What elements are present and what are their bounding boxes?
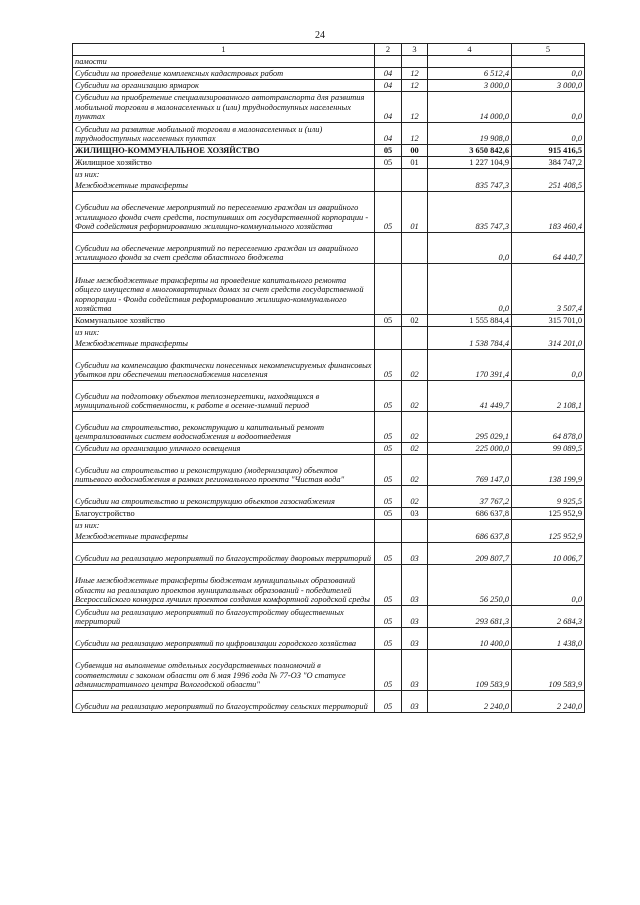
table-row xyxy=(73,520,585,532)
row-amount-2-cell: 64 878,0 xyxy=(512,412,585,443)
table-row xyxy=(73,650,585,691)
row-section-code-cell: 05 xyxy=(375,565,402,606)
row-amount-cell: 37 767,2 xyxy=(428,486,512,508)
row-amount-2-cell: 64 440,7 xyxy=(512,233,585,264)
table-row xyxy=(73,350,585,381)
table-row xyxy=(73,180,585,192)
table-row xyxy=(73,381,585,412)
row-subsection-code-cell: 03 xyxy=(402,691,428,713)
row-section-code-cell: 04 xyxy=(375,123,402,145)
row-section-code-cell: 05 xyxy=(375,628,402,650)
row-section-code-cell: 04 xyxy=(375,80,402,92)
header-cell-5: 5 xyxy=(512,44,585,56)
row-subsection-code-cell: 02 xyxy=(402,412,428,443)
row-amount-cell: 6 512,4 xyxy=(428,68,512,80)
row-amount-2-cell: 2 684,3 xyxy=(512,606,585,628)
row-section-code-cell: 05 xyxy=(375,455,402,486)
row-name-cell: Субсидии на организацию ярмарок xyxy=(73,80,375,92)
row-amount-2-cell: 1 438,0 xyxy=(512,628,585,650)
row-subsection-code-cell: 02 xyxy=(402,315,428,327)
row-subsection-code-cell: 02 xyxy=(402,486,428,508)
row-section-code-cell: 05 xyxy=(375,192,402,233)
row-section-code-cell: 05 xyxy=(375,412,402,443)
row-amount-2-cell: 0,0 xyxy=(512,350,585,381)
row-subsection-code-cell: 12 xyxy=(402,68,428,80)
row-name-cell: Субсидии на строительство и реконструкцию (модернизацию) объектов питьевого водоснабжения в рамках регионального проекта "Чистая вода" xyxy=(73,455,375,486)
row-amount-cell: 109 583,9 xyxy=(428,650,512,691)
row-section-code-cell xyxy=(375,56,402,68)
row-section-code-cell xyxy=(375,233,402,264)
row-amount-2-cell: 384 747,2 xyxy=(512,157,585,169)
table-row xyxy=(73,508,585,520)
row-subsection-code-cell xyxy=(402,338,428,350)
row-amount-2-cell xyxy=(512,169,585,181)
row-name-cell: Субсидии на реализацию мероприятий по благоустройству дворовых территорий xyxy=(73,543,375,565)
row-subsection-code-cell: 02 xyxy=(402,381,428,412)
table-row xyxy=(73,486,585,508)
row-amount-cell xyxy=(428,327,512,339)
row-section-code-cell xyxy=(375,338,402,350)
row-subsection-code-cell xyxy=(402,264,428,315)
table-row xyxy=(73,606,585,628)
row-section-code-cell: 05 xyxy=(375,145,402,157)
row-subsection-code-cell xyxy=(402,520,428,532)
table-row xyxy=(73,169,585,181)
row-amount-cell: 835 747,3 xyxy=(428,180,512,192)
row-subsection-code-cell: 02 xyxy=(402,455,428,486)
row-amount-cell: 686 637,8 xyxy=(428,531,512,543)
row-section-code-cell: 04 xyxy=(375,92,402,123)
row-amount-cell: 170 391,4 xyxy=(428,350,512,381)
row-amount-cell: 3 650 842,6 xyxy=(428,145,512,157)
row-amount-2-cell: 138 199,9 xyxy=(512,455,585,486)
header-cell-1: 1 xyxy=(73,44,375,56)
row-name-cell: Субсидии на развитие мобильной торговли в малонаселенных и (или) труднодоступных населенных пунктах xyxy=(73,123,375,145)
table-row xyxy=(73,80,585,92)
row-subsection-code-cell: 03 xyxy=(402,650,428,691)
row-name-cell: Межбюджетные трансферты xyxy=(73,338,375,350)
row-section-code-cell xyxy=(375,264,402,315)
header-cell-4: 4 xyxy=(428,44,512,56)
row-name-cell: Жилищное хозяйство xyxy=(73,157,375,169)
row-amount-2-cell: 109 583,9 xyxy=(512,650,585,691)
row-subsection-code-cell xyxy=(402,531,428,543)
row-amount-cell: 1 555 884,4 xyxy=(428,315,512,327)
row-amount-2-cell: 3 507,4 xyxy=(512,264,585,315)
row-name-cell: Субсидии на организацию уличного освещения xyxy=(73,443,375,455)
row-amount-2-cell xyxy=(512,520,585,532)
header-cell-2: 2 xyxy=(375,44,402,56)
row-amount-2-cell: 315 701,0 xyxy=(512,315,585,327)
row-section-code-cell: 05 xyxy=(375,543,402,565)
table-row xyxy=(73,327,585,339)
row-section-code-cell xyxy=(375,327,402,339)
row-name-cell: Субсидии на реализацию мероприятий по благоустройству сельских территорий xyxy=(73,691,375,713)
row-name-cell: Субсидии на компенсацию фактически понесенных некомпенсируемых финансовых убытков при обеспечении теплоснабжения населения xyxy=(73,350,375,381)
row-amount-cell xyxy=(428,56,512,68)
row-amount-cell: 769 147,0 xyxy=(428,455,512,486)
row-section-code-cell xyxy=(375,169,402,181)
row-subsection-code-cell: 03 xyxy=(402,628,428,650)
row-amount-cell: 3 000,0 xyxy=(428,80,512,92)
row-amount-cell: 1 538 784,4 xyxy=(428,338,512,350)
table-row xyxy=(73,628,585,650)
row-name-cell: Межбюджетные трансферты xyxy=(73,531,375,543)
row-amount-cell: 1 227 104,9 xyxy=(428,157,512,169)
row-amount-2-cell xyxy=(512,327,585,339)
row-name-cell: Субсидии на строительство, реконструкцию и капитальный ремонт централизованных систем водоснабжения и водоотведения xyxy=(73,412,375,443)
row-amount-cell: 293 681,3 xyxy=(428,606,512,628)
row-section-code-cell: 05 xyxy=(375,443,402,455)
row-subsection-code-cell xyxy=(402,180,428,192)
row-name-cell: Межбюджетные трансферты xyxy=(73,180,375,192)
row-amount-2-cell: 9 925,5 xyxy=(512,486,585,508)
row-name-cell: ЖИЛИЩНО-КОММУНАЛЬНОЕ ХОЗЯЙСТВО xyxy=(73,145,375,157)
row-subsection-code-cell: 03 xyxy=(402,508,428,520)
table-row xyxy=(73,264,585,315)
table-row xyxy=(73,157,585,169)
table-row xyxy=(73,443,585,455)
table-row xyxy=(73,123,585,145)
row-amount-cell: 2 240,0 xyxy=(428,691,512,713)
row-amount-cell xyxy=(428,169,512,181)
row-amount-2-cell xyxy=(512,56,585,68)
row-amount-2-cell: 0,0 xyxy=(512,565,585,606)
row-subsection-code-cell xyxy=(402,233,428,264)
table-row xyxy=(73,315,585,327)
row-section-code-cell xyxy=(375,180,402,192)
table-row xyxy=(73,543,585,565)
row-amount-2-cell: 2 240,0 xyxy=(512,691,585,713)
table-row xyxy=(73,691,585,713)
row-amount-cell: 14 000,0 xyxy=(428,92,512,123)
row-subsection-code-cell: 00 xyxy=(402,145,428,157)
row-amount-2-cell: 125 952,9 xyxy=(512,508,585,520)
row-name-cell: Коммунальное хозяйство xyxy=(73,315,375,327)
row-name-cell: Иные межбюджетные трансферты бюджетам муниципальных образований области на реализацию проектов муниципальных образований - победителей Всероссийского конкурса лучших проектов создания комфортной городской среды xyxy=(73,565,375,606)
row-amount-cell: 225 000,0 xyxy=(428,443,512,455)
row-subsection-code-cell: 03 xyxy=(402,565,428,606)
table-header-row xyxy=(73,44,585,56)
row-amount-cell: 209 807,7 xyxy=(428,543,512,565)
row-amount-cell: 686 637,8 xyxy=(428,508,512,520)
row-amount-2-cell: 125 952,9 xyxy=(512,531,585,543)
table-row xyxy=(73,233,585,264)
table-row xyxy=(73,192,585,233)
row-amount-2-cell: 314 201,0 xyxy=(512,338,585,350)
row-amount-cell: 295 029,1 xyxy=(428,412,512,443)
row-name-cell: из них: xyxy=(73,169,375,181)
row-subsection-code-cell: 01 xyxy=(402,157,428,169)
row-name-cell: памости xyxy=(73,56,375,68)
row-name-cell: из них: xyxy=(73,327,375,339)
row-amount-2-cell: 0,0 xyxy=(512,68,585,80)
row-amount-cell: 10 400,0 xyxy=(428,628,512,650)
row-subsection-code-cell xyxy=(402,169,428,181)
row-subsection-code-cell: 03 xyxy=(402,606,428,628)
row-amount-2-cell: 2 108,1 xyxy=(512,381,585,412)
row-subsection-code-cell xyxy=(402,327,428,339)
row-name-cell: Иные межбюджетные трансферты на проведение капитального ремонта общего имущества в многоквартирных домах за счет средств государственной корпорации - Фонда содействия реформированию жилищно-коммунального хозяйства xyxy=(73,264,375,315)
row-name-cell: Субвенция на выполнение отдельных государственных полномочий в соответствии с законом области от 6 мая 1996 года № 77-ОЗ "О статусе административного центра Вологодской области" xyxy=(73,650,375,691)
table-row xyxy=(73,145,585,157)
row-section-code-cell: 05 xyxy=(375,691,402,713)
row-name-cell: Благоустройство xyxy=(73,508,375,520)
row-amount-2-cell: 10 006,7 xyxy=(512,543,585,565)
row-name-cell: из них: xyxy=(73,520,375,532)
row-section-code-cell: 05 xyxy=(375,381,402,412)
row-name-cell: Субсидии на реализацию мероприятий по цифровизации городского хозяйства xyxy=(73,628,375,650)
row-section-code-cell: 05 xyxy=(375,650,402,691)
row-amount-cell xyxy=(428,520,512,532)
row-section-code-cell: 05 xyxy=(375,315,402,327)
row-amount-2-cell: 251 408,5 xyxy=(512,180,585,192)
row-amount-2-cell: 0,0 xyxy=(512,123,585,145)
row-subsection-code-cell: 01 xyxy=(402,192,428,233)
table-row xyxy=(73,68,585,80)
row-name-cell: Субсидии на реализацию мероприятий по благоустройству общественных территорий xyxy=(73,606,375,628)
row-amount-cell: 19 908,0 xyxy=(428,123,512,145)
row-name-cell: Субсидии на обеспечение мероприятий по переселению граждан из аварийного жилищного фонда счет средств, поступивших от государственной корпорации - Фонд содействия реформированию жилищно-коммунального хозяйства xyxy=(73,192,375,233)
row-subsection-code-cell: 03 xyxy=(402,543,428,565)
row-subsection-code-cell: 12 xyxy=(402,123,428,145)
row-amount-cell: 835 747,3 xyxy=(428,192,512,233)
header-cell-3: 3 xyxy=(402,44,428,56)
row-subsection-code-cell: 12 xyxy=(402,80,428,92)
row-name-cell: Субсидии на приобретение специализированного автотранспорта для развития мобильной торговли в малонаселенных и (или) труднодоступных населенных пунктах xyxy=(73,92,375,123)
table-row xyxy=(73,412,585,443)
row-name-cell: Субсидии на обеспечение мероприятий по переселению граждан из аварийного жилищного фонда за счет средств областного бюджета xyxy=(73,233,375,264)
row-section-code-cell: 05 xyxy=(375,157,402,169)
table-row xyxy=(73,92,585,123)
row-subsection-code-cell: 12 xyxy=(402,92,428,123)
table-row xyxy=(73,531,585,543)
row-amount-cell: 56 250,0 xyxy=(428,565,512,606)
row-section-code-cell: 05 xyxy=(375,508,402,520)
row-subsection-code-cell xyxy=(402,56,428,68)
row-name-cell: Субсидии на подготовку объектов теплоэнергетики, находящихся в муниципальной собственности, к работе в осенне-зимний период xyxy=(73,381,375,412)
budget-table xyxy=(72,43,585,713)
row-subsection-code-cell: 02 xyxy=(402,443,428,455)
row-amount-2-cell: 0,0 xyxy=(512,92,585,123)
row-amount-cell: 0,0 xyxy=(428,233,512,264)
row-amount-cell: 41 449,7 xyxy=(428,381,512,412)
row-section-code-cell: 05 xyxy=(375,606,402,628)
row-section-code-cell: 04 xyxy=(375,68,402,80)
row-name-cell: Субсидии на строительство и реконструкцию объектов газоснабжения xyxy=(73,486,375,508)
row-amount-2-cell: 183 460,4 xyxy=(512,192,585,233)
row-name-cell: Субсидии на проведение комплексных кадастровых работ xyxy=(73,68,375,80)
row-subsection-code-cell: 02 xyxy=(402,350,428,381)
row-section-code-cell: 05 xyxy=(375,486,402,508)
table-row xyxy=(73,338,585,350)
page-number: 24 xyxy=(315,30,325,41)
table-row xyxy=(73,565,585,606)
table-row xyxy=(73,455,585,486)
row-amount-2-cell: 3 000,0 xyxy=(512,80,585,92)
table-row xyxy=(73,56,585,68)
row-section-code-cell xyxy=(375,520,402,532)
row-amount-2-cell: 99 089,5 xyxy=(512,443,585,455)
row-amount-cell: 0,0 xyxy=(428,264,512,315)
row-amount-2-cell: 915 416,5 xyxy=(512,145,585,157)
row-section-code-cell: 05 xyxy=(375,350,402,381)
row-section-code-cell xyxy=(375,531,402,543)
